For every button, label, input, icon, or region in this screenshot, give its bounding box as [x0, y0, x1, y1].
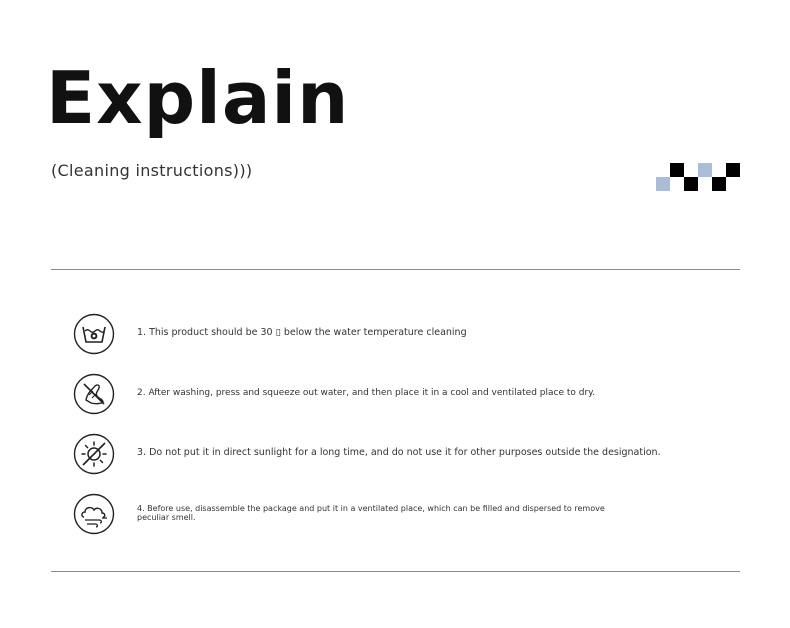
no-wring-icon [73, 373, 115, 415]
instruction-text: 2. After washing, press and squeeze out water, and then place it in a cool and ventilated place to dry. [137, 388, 596, 398]
no-sunlight-icon [73, 433, 115, 475]
instruction-text: 3. Do not put it in direct sunlight for a long time, and do not use it for other purposes outside the designation. [137, 447, 661, 458]
page-title: Explain [46, 56, 350, 140]
wash-basin-icon [73, 313, 115, 355]
instruction-item-1 [73, 313, 713, 357]
top-divider [51, 269, 740, 270]
checker-decoration [656, 163, 740, 191]
instruction-text: 1. This product should be 30 ▯ below the water temperature cleaning [137, 327, 467, 338]
instruction-item-3 [73, 433, 713, 477]
ventilation-cloud-icon [73, 493, 115, 535]
instruction-item-2 [73, 373, 713, 417]
bottom-divider [51, 571, 740, 572]
instruction-text: 4. Before use, disassemble the package and put it in a ventilated place, which can be filled and dispersed to remove peculiar smell. [137, 504, 605, 523]
page-subtitle: (Cleaning instructions))) [51, 161, 253, 180]
instruction-item-4 [73, 493, 713, 537]
